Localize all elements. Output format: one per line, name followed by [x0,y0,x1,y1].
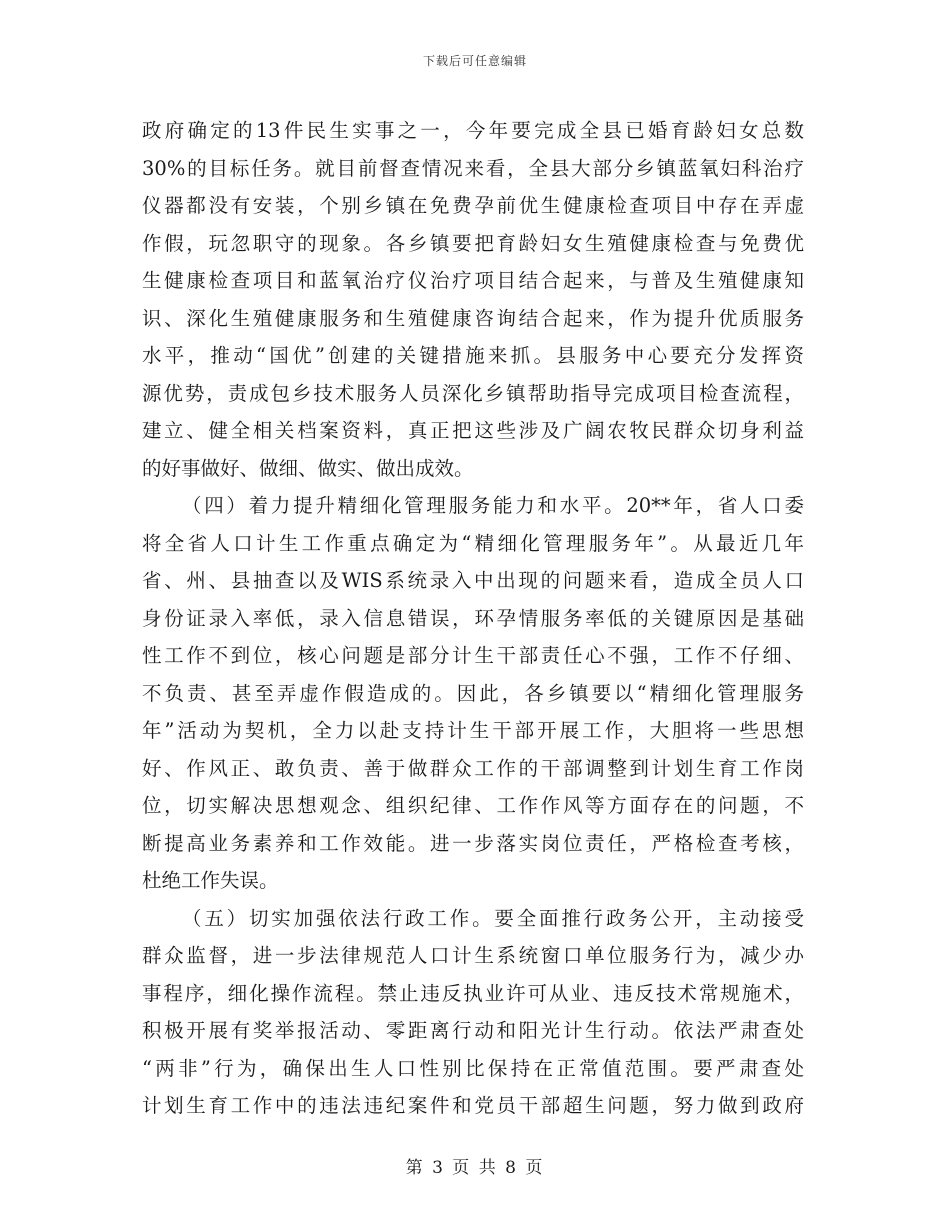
text-line: 作假，玩忽职守的现象。各乡镇要把育龄妇女生殖健康检查与免费优 [142,231,804,255]
paragraph-3 [142,900,804,1125]
page-header: 下载后可任意编辑 [422,54,527,68]
paragraph-1 [142,112,804,487]
text-line: 杜绝工作失误。 [142,869,279,892]
text-line: 识、深化生殖健康服务和生殖健康咨询结合起来，作为提升优质服务 [142,306,804,330]
text-line: 积极开展有奖举报活动、零距离行动和阳光计生行动。依法严肃查处 [142,1019,804,1042]
text-line: 计划生育工作中的违法违纪案件和党员干部超生问题，努力做到政府 [142,1094,804,1117]
text-line: （五）切实加强依法行政工作。要全面推行政务公开，主动接受 [182,906,804,930]
text-line: 30%的目标任务。就目前督查情况来看，全县大部分乡镇蓝氧妇科治疗 [142,156,804,180]
text-line: 身份证录入率低，录入信息错误，环孕情服务率低的关键原因是基础 [142,606,804,630]
text-line: 省、州、县抽查以及WIS系统录入中出现的问题来看，造成全员人口 [142,569,804,592]
text-line: 群众监督，进一步法律规范人口计生系统窗口单位服务行为，减少办 [142,944,804,967]
page-number: 第 3 页 共 8 页 [405,1158,545,1178]
text-line: 事程序，细化操作流程。禁止违反执业许可从业、违反技术常规施术， [142,981,804,1005]
text-line: 好、作风正、敢负责、善于做群众工作的干部调整到计划生育工作岗 [142,756,804,780]
text-line: 断提高业务素养和工作效能。进一步落实岗位责任，严格检查考核， [142,831,804,855]
text-line: 位，切实解决思想观念、组织纪律、工作作风等方面存在的问题，不 [142,794,804,817]
text-line: 政府确定的13件民生实事之一，今年要完成全县已婚育龄妇女总数 [142,119,804,142]
text-line: （四）着力提升精细化管理服务能力和水平。20**年，省人口委 [182,494,804,517]
document-body [142,112,804,1125]
text-line: 水平，推动“国优”创建的关键措施来抓。县服务中心要充分发挥资 [142,344,804,367]
text-line: 建立、健全相关档案资料，真正把这些涉及广阔农牧民群众切身利益 [142,419,804,442]
text-line: 仪器都没有安装，个别乡镇在免费孕前优生健康检查项目中存在弄虚 [142,194,804,217]
text-line: 不负责、甚至弄虚作假造成的。因此，各乡镇要以“精细化管理服务 [142,681,804,705]
text-line: 年”活动为契机，全力以赴支持计生干部开展工作，大胆将一些思想 [142,719,804,742]
text-line: 的好事做好、做细、做实、做出成效。 [142,456,474,480]
text-line: 生健康检查项目和蓝氧治疗仪治疗项目结合起来，与普及生殖健康知 [142,269,804,292]
paragraph-2 [142,487,804,900]
text-line: 性工作不到位，核心问题是部分计生干部责任心不强，工作不仔细、 [142,644,804,667]
text-line: “两非”行为，确保出生人口性别比保持在正常值范围。要严肃查处 [142,1056,804,1080]
text-line: 将全省人口计生工作重点确定为“精细化管理服务年”。从最近几年 [142,531,804,555]
text-line: 源优势，责成包乡技术服务人员深化乡镇帮助指导完成项目检查流程， [142,381,804,405]
